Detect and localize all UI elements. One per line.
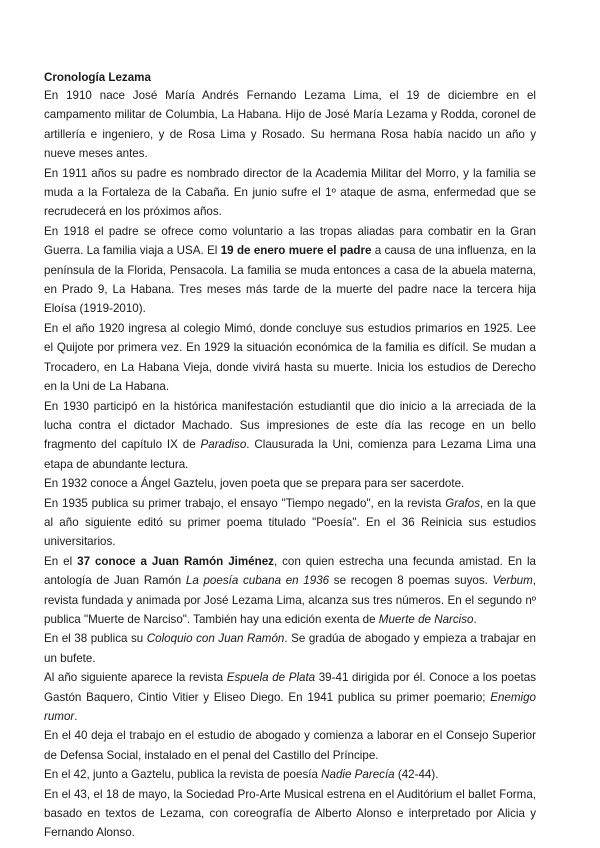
text-run: En 1935 publica su primer trabajo, el ensayo "Tiempo negado", en la revista <box>44 496 446 510</box>
text-run: , en la que al año siguiente editó su primer poema titulado "Poesía". En el 36 Reinicia sus estudios universitarios. <box>44 496 536 549</box>
text-run: , revista fundada y animada por José Lezama Lima, alcanza sus tres números. En el segundo nº publica "Muerte de Narciso". También hay una edición exenta de <box>44 574 536 626</box>
italic-text: Nadie Parecía <box>321 768 395 782</box>
paragraph <box>44 494 536 552</box>
text-run: . Se gradúa de abogado y empieza a trabajar en un bufete. <box>44 632 537 665</box>
text-run: se recogen 8 poemas suyos. <box>329 574 493 588</box>
italic-text: La poesía cubana en 1936 <box>185 574 330 588</box>
paragraph <box>44 397 536 475</box>
paragraph <box>44 222 536 319</box>
text-run: En 1930 participó en la histórica manifestación estudiantil que dio inicio a la arreciada de la lucha contra el dictador Machado. Sus impresiones de este día las recoge en un bello fragmento del capítulo IX de <box>44 399 536 452</box>
text-run: En 1932 conoce a Ángel Gaztelu, joven poeta que se prepara para ser sacerdote. <box>44 477 465 491</box>
italic-text: Enemigo rumor <box>44 690 536 723</box>
italic-text: Paradiso <box>200 438 247 452</box>
text-run: 39-41 dirigida por él. Conoce a los poetas Gastón Baquero, Cintio Vitier y Eliseo Diego. En 1941 publica su primer poemario; <box>44 671 536 704</box>
paragraph <box>44 785 536 843</box>
text-run: En 1911 años su padre es nombrado director de la Academia Militar del Morro, y la familia se muda a la Fortaleza de la Cabaña. En junio sufre el 1º ataque de asma, enfermedad que se recrudecerá en los próximos años. <box>44 166 536 219</box>
italic-text: Grafos <box>445 496 480 510</box>
paragraph <box>44 319 536 397</box>
paragraph <box>44 726 536 765</box>
bold-text: 19 de enero muere el padre <box>220 244 372 258</box>
text-run: En 1910 nace José María Andrés Fernando Lezama Lima, el 19 de diciembre en el campamento militar de Columbia, La Habana. Hijo de José María Lezama y Rodda, coronel de artillería e ingeniero, y de Rosa Lima y Rosado. Su hermana Rosa había nacido un año y nueve meses antes. <box>44 89 536 161</box>
italic-text: Espuela de Plata <box>226 671 316 685</box>
text-run: Al año siguiente aparece la revista <box>44 671 227 685</box>
document-page <box>44 70 536 843</box>
text-run: (42-44). <box>394 768 439 782</box>
text-run: . <box>473 612 477 626</box>
text-run: En el 42, junto a Gaztelu, publica la revista de poesía <box>44 768 322 782</box>
paragraph <box>44 552 536 630</box>
text-run: En el 38 publica su <box>44 632 147 646</box>
document-body <box>44 86 536 843</box>
text-run: a causa de una influenza, en la península de la Florida, Pensacola. La familia se muda entonces a casa de la abuela materna, en Prado 9, La Habana. Tres meses más tarde de la muerte del padre nace la tercera hija Eloísa (1919-2010). <box>44 244 536 316</box>
italic-text: Muerte de Narciso <box>378 612 474 626</box>
text-run: . <box>74 710 78 723</box>
text-run: . Clausurada la Uni, comienza para Lezama Lima una etapa de abundante lectura. <box>44 438 536 471</box>
paragraph <box>44 86 536 164</box>
italic-text: Verbum <box>492 574 533 588</box>
paragraph <box>44 668 536 726</box>
paragraph <box>44 765 536 784</box>
text-run: , con quien estrecha una fecunda amistad. En la antología de Juan Ramón <box>44 554 536 588</box>
text-run: En el <box>44 554 78 568</box>
text-run: En 1918 el padre se ofrece como voluntario a las tropas aliadas para combatir en la Gran Guerra. La familia viaja a USA. El <box>44 224 536 258</box>
text-run: En el año 1920 ingresa al colegio Mimó, donde concluye sus estudios primarios en 1925. Lee el Quijote por primera vez. En 1929 la situación económica de la familia es difícil. Se mudan a Trocadero, en La Habana Vieja, donde vivirá hasta su muerte. Inicia los estudios de Derecho en la Uni de La Habana. <box>44 321 536 394</box>
paragraph <box>44 629 536 668</box>
bold-text: 37 conoce a Juan Ramón Jiménez <box>77 554 274 568</box>
paragraph <box>44 164 536 222</box>
italic-text: Coloquio con Juan Ramón <box>146 632 285 646</box>
paragraph <box>44 474 536 493</box>
document-title: Cronología Lezama <box>44 71 151 84</box>
text-run: En el 40 deja el trabajo en el estudio de abogado y comienza a laborar en el Consejo Superior de Defensa Social, instalado en el penal del Castillo del Príncipe. <box>44 729 536 762</box>
text-run: En el 43, el 18 de mayo, la Sociedad Pro-Arte Musical estrena en el Auditórium el ballet Forma, basado en textos de Lezama, con coreografía de Alberto Alonso e interpretado por Alicia y Fernando Alonso. <box>44 787 536 840</box>
